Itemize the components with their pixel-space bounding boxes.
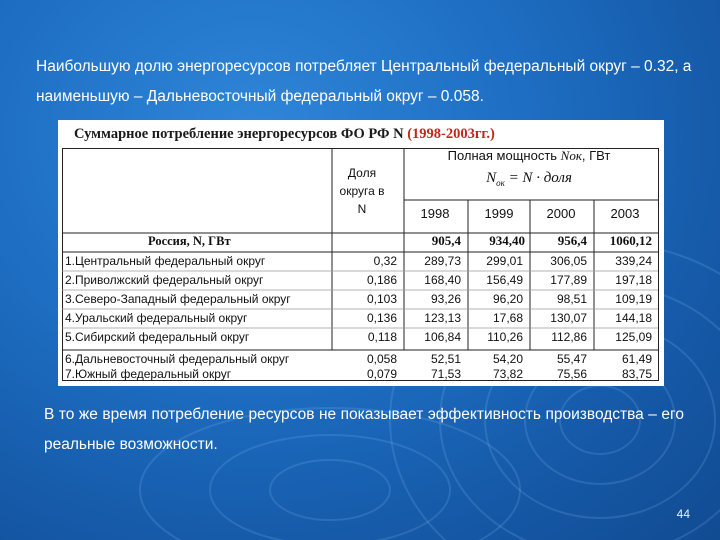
district-value: 123,13 xyxy=(424,311,461,325)
district-name: 5.Сибирский федеральный округ xyxy=(65,330,250,344)
district-value: 75,56 xyxy=(556,367,587,381)
district-value: 93,26 xyxy=(430,292,461,306)
district-value: 61,49 xyxy=(621,352,652,366)
district-value: 106,84 xyxy=(424,330,461,344)
table-row xyxy=(58,253,664,272)
district-value: 110,26 xyxy=(487,330,523,344)
power-formula xyxy=(404,170,654,188)
year-header: 2003 xyxy=(610,206,640,221)
district-name: 7.Южный федеральный округ xyxy=(65,367,232,381)
district-share: 0,058 xyxy=(366,352,397,366)
russia-total-value: 905,4 xyxy=(431,233,461,248)
power-column-header xyxy=(404,148,654,164)
district-value: 168,40 xyxy=(424,273,461,287)
table-row xyxy=(58,329,664,348)
district-value: 299,01 xyxy=(486,254,523,268)
district-value: 98,51 xyxy=(556,292,587,306)
russia-total-label: Россия, N, ГВт xyxy=(148,234,231,248)
district-share: 0,32 xyxy=(373,254,397,268)
district-value: 197,18 xyxy=(615,273,652,287)
formula-lhs: N xyxy=(486,170,497,186)
district-value: 125,09 xyxy=(615,330,652,344)
district-name: 2.Приволжский федеральный округ xyxy=(65,273,264,287)
district-value: 17,68 xyxy=(492,311,523,325)
district-value: 73,82 xyxy=(492,367,523,381)
district-share: 0,136 xyxy=(366,311,397,325)
table-row xyxy=(58,366,664,385)
table-title xyxy=(74,126,495,143)
outro-paragraph: В то же время потребление ресурсов не показывает эффективность производства – его реальные возможности. xyxy=(44,406,684,453)
district-value: 55,47 xyxy=(556,352,587,366)
district-value: 130,07 xyxy=(550,311,587,325)
table-row xyxy=(58,291,664,310)
year-header: 2000 xyxy=(546,206,576,221)
district-name: 3.Северо-Западный федеральный округ xyxy=(65,292,291,306)
district-value: 96,20 xyxy=(492,292,523,306)
district-value: 144,18 xyxy=(615,311,652,325)
intro-paragraph: Наибольшую долю энергоресурсов потребляет Центральный федеральный округ – 0.32, а наименьшую – Дальневосточный федеральный округ – 0.058. xyxy=(36,58,692,105)
table-title-years: (1998-2003гг.) xyxy=(407,126,495,142)
power-header-prefix: Полная мощность xyxy=(447,148,561,163)
district-share: 0,118 xyxy=(367,330,397,344)
page-number: 44 xyxy=(676,507,690,521)
district-value: 306,05 xyxy=(550,254,587,268)
russia-total-value: 956,4 xyxy=(557,233,587,248)
district-value: 109,19 xyxy=(615,292,652,306)
year-header: 1999 xyxy=(484,206,514,221)
table-title-main: Суммарное потребление энергоресурсов ФО РФ N xyxy=(74,126,408,142)
table-row xyxy=(58,272,664,291)
district-share: 0,079 xyxy=(366,367,397,381)
district-value: 339,24 xyxy=(615,254,652,268)
district-value: 156,49 xyxy=(486,273,523,287)
district-name: 1.Центральный федеральный округ xyxy=(65,254,266,268)
district-value: 71,53 xyxy=(430,367,461,381)
power-header-variable: Nок xyxy=(560,148,582,163)
district-share: 0,103 xyxy=(366,292,397,306)
district-value: 177,89 xyxy=(550,273,587,287)
year-header: 1998 xyxy=(420,206,450,221)
russia-total-value: 1060,12 xyxy=(609,233,652,248)
district-value: 54,20 xyxy=(492,352,523,366)
table-row xyxy=(58,310,664,329)
district-share: 0,186 xyxy=(366,273,397,287)
district-name: 6.Дальневосточный федеральный округ xyxy=(65,352,290,366)
share-column-header: Доля округа в N xyxy=(339,166,385,216)
district-value: 52,51 xyxy=(430,352,461,366)
consumption-table xyxy=(58,120,664,386)
formula-subscript: ок xyxy=(496,178,505,188)
formula-rhs: = N · доля xyxy=(504,170,572,186)
power-header-unit: , ГВт xyxy=(581,148,611,163)
district-value: 83,75 xyxy=(621,367,652,381)
district-value: 112,86 xyxy=(551,330,587,344)
district-value: 289,73 xyxy=(424,254,461,268)
district-name: 4.Уральский федеральный округ xyxy=(65,311,248,325)
russia-total-value: 934,40 xyxy=(489,233,525,248)
